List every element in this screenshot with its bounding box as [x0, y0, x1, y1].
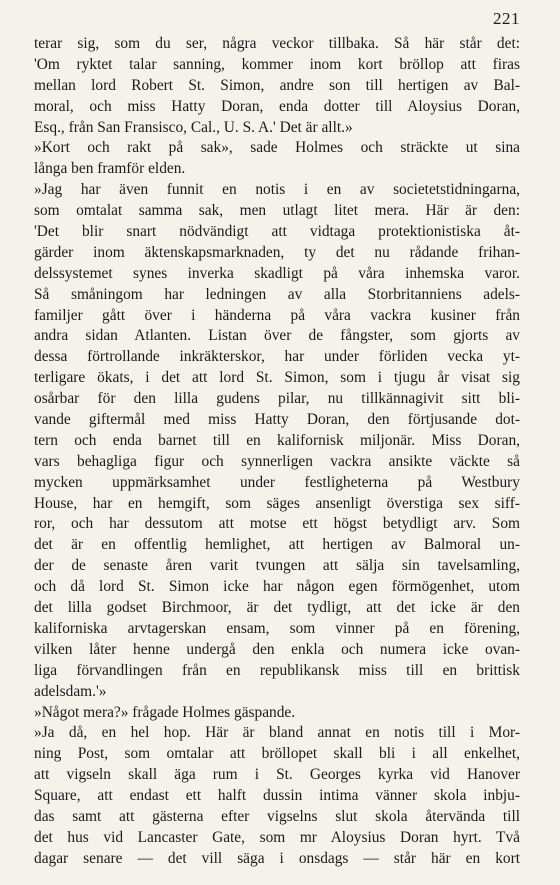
text-line: »Jag har även funnit en notis i en av societetstidningarna, — [34, 181, 520, 199]
text-line: terar sig, som du ser, några veckor tillbaka. Så här står det: — [34, 35, 520, 52]
text-line: kaliforniska arvtagerskan ensam, som vinner på en förening, — [34, 619, 520, 637]
text-line: och då lord St. Simon icke har någon egen förmögenhet, utom — [34, 578, 520, 596]
text-line: ror, och har dessutom att motse ett högst betydligt arv. Som — [34, 515, 520, 533]
text-line: der de senaste åren varit tvungen att sälja sin tavelsamling, — [34, 557, 520, 575]
text-line: House, har en hemgift, som säges ansenligt överstiga sex siff- — [34, 494, 520, 512]
text-line: Square, att endast ett halft dussin intima vänner skola inbju- — [34, 787, 520, 805]
text-line: delssystemet synes inverka skadligt på våra inhemska varor. — [34, 264, 520, 282]
text-line: mellan lord Robert St. Simon, andre son till hertigen av Bal- — [34, 76, 520, 94]
text-line: som omtalat samma sak, men utlagt litet mera. Här är den: — [34, 202, 520, 220]
text-line: det lilla godset Birchmoor, är det tydligt, att det icke är den — [34, 599, 520, 617]
text-line: det hus vid Lancaster Gate, som mr Aloysius Doran hyrt. Två — [34, 828, 520, 846]
text-line: ning Post, som omtalar att bröllopet skall bli i all enkelhet, — [34, 745, 520, 763]
text-line: Esq., från San Fransisco, Cal., U. S. A.' Det är allt.» — [34, 118, 353, 136]
text-line: vars behagliga figur och synnerligen vackra ansikte väckte så — [34, 452, 520, 470]
text-line: Så småningom har ledningen av alla Storbritanniens adels- — [34, 285, 520, 303]
text-line: vande giftermål med miss Hatty Doran, den förtjusande dot- — [34, 411, 520, 429]
text-line: »Kort och rakt på sak», sade Holmes och sträckte ut sina — [34, 139, 520, 157]
text-line: det är en offentlig hemlighet, att hertigen av Balmoral un- — [34, 536, 520, 554]
text-line: terligare ökats, i det att lord St. Simon, som i tjugu år visat sig — [34, 369, 520, 387]
body-text — [34, 34, 520, 870]
text-line: 'Om ryktet talar sanning, kommer inom kort bröllop att firas — [34, 55, 520, 73]
text-line: »Ja då, en hel hop. Här är bland annat en notis till i Mor- — [34, 724, 520, 742]
text-line: dessa förtrollande inkräkterskor, har under förliden vecka yt- — [34, 348, 520, 366]
text-line: mycken uppmärksamhet under festligheterna på Westbury — [34, 473, 520, 491]
text-line: »Något mera?» frågade Holmes gäspande. — [34, 703, 296, 721]
text-line: liga förvandlingen från en republikansk miss till en brittisk — [34, 661, 520, 679]
text-line: gärder inom äktenskapsmarknaden, ty det nu rådande frihan- — [34, 243, 520, 261]
text-line: das samt att gästerna efter vigselns slut skola återvända till — [34, 807, 520, 825]
text-line: adelsdam.'» — [34, 682, 107, 700]
text-line: andra sidan Atlanten. Listan över de fångster, som gjorts av — [34, 327, 520, 345]
text-line: långa ben framför elden. — [34, 160, 186, 178]
text-line: moral, och miss Hatty Doran, enda dotter till Aloysius Doran, — [34, 97, 520, 115]
text-line: osårbar för den lilla gudens pilar, nu tillkännagivit sitt bli- — [34, 390, 520, 408]
text-line: tern och enda barnet till en kalifornisk miljonär. Miss Doran, — [34, 431, 520, 449]
text-line: 'Det blir snart nödvändigt att vidtaga protektionistiska åt- — [34, 223, 520, 241]
page-number: 221 — [493, 9, 520, 28]
text-line: vilken låter henne undergå den enkla och numera icke ovan- — [34, 640, 520, 658]
text-line: dagar senare — det vill säga i onsdags — står här en kort — [34, 849, 520, 867]
text-line: att vigseln skall äga rum i St. Georges kyrka vid Hanover — [34, 766, 520, 784]
text-line: familjer gått över i händerna på våra vackra kusiner från — [34, 306, 520, 324]
